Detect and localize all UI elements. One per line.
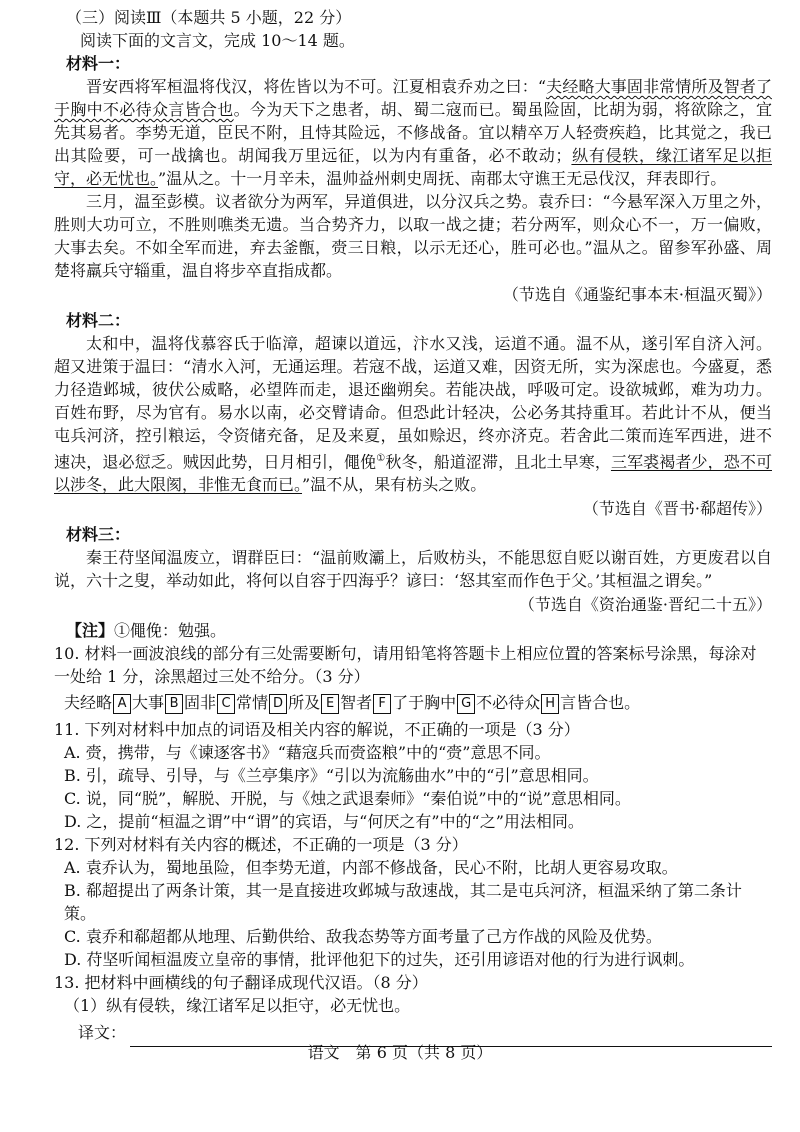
m2-underlined-sentence: 三军裘褐者少，恐不可以涉冬，此大限阂，非惟无食而已。	[54, 452, 772, 495]
material-1-source: （节选自《通鉴纪事本末·桓温灭蜀》）	[502, 285, 772, 304]
question-12-option-a[interactable]: A. 袁乔认为，蜀地虽险，但李势无道，内部不修战备，民心不附，比胡人更容易攻取。	[64, 858, 678, 878]
break-box-d[interactable]: D	[269, 694, 287, 714]
m2-text-a: 太和中，温将伐慕容氏于临漳，超谏以道远，汴水又浅，运道不通。温不从，遂引军自济入河。超又进策于温曰：“清水入河，无通运理。若寇不战，运道又难，因资无所，实为深虑也。今盛夏，悉力径造邺城，彼伏公威略，必望阵而走，退还幽朔矣。若能决战，呼吸可定。设欲城邺，难为功力。百姓布野，尽为官有。易水以南，必交臂请命。但恐此计轻决，公必务其持重耳。若此计不从，便当屯兵河济，控引粮运，令资储充备，足及来夏，虽如赊迟，终亦济克。若舍此二策而连军西进，进不速决，退必愆乏。贼因此势，日月相引，僶俛	[54, 334, 772, 472]
q10-seg: 所及	[288, 693, 321, 713]
material-2-source: （节选自《晋书·郗超传》）	[582, 499, 772, 519]
q10-seg: 常情	[236, 693, 269, 713]
material-1-para-2: 三月，温至彭模。议者欲分为两军，异道俱进，以分汉兵之势。袁乔曰：“今悬军深入万里之外，胜则大功可立，不胜则噍类无遗。当合势齐力，以取一战之捷；若分两军，则众心不一，万一偏败，大事去矣。不如全军而进，弃去釜甑，赍三日粮，以示无还心，胜可必也。”温从之。留参军孙盛、周楚将羸兵守辎重，温自将步卒直指成都。	[54, 192, 772, 280]
break-box-a[interactable]: A	[113, 694, 131, 714]
question-12-option-d[interactable]: D. 苻坚听闻桓温废立皇帝的事情，批评他犯下的过失，还引用谚语对他的行为进行讽刺。	[64, 950, 695, 970]
question-11-option-d[interactable]: D. 之，提前“桓温之谓”中“谓”的宾语，与“何厌之有”中的“之”用法相同。	[64, 812, 584, 832]
m1-underlined-sentence: 纵有侵轶，缘江诸军足以拒守，必无忧也。	[54, 146, 772, 188]
material-3-para: 秦王苻坚闻温废立，谓群臣曰：“温前败灞上，后败枋头，不能思愆自贬以谢百姓，方更废君以自说，六十之叟，举动如此，将何以自容于四海乎？谚曰：‘怒其室而作色于父。’其桓温之谓矣。”	[54, 548, 772, 591]
page-footer: 语文 第 6 页（共 8 页）	[307, 1043, 493, 1062]
annotation-note	[54, 619, 772, 642]
exam-page	[54, 6, 772, 1047]
q10-seg: 言皆合也。	[560, 693, 641, 713]
material-2-label: 材料二：	[66, 311, 131, 330]
note-marker: ①	[376, 453, 386, 464]
section-title: （三）阅读Ⅲ（本题共 5 小题，22 分）	[66, 8, 352, 27]
question-10-break-row	[64, 690, 772, 716]
question-12-stem: 12. 下列对材料有关内容的概述，不正确的一项是（3 分）	[54, 835, 468, 855]
question-13-stem: 13. 把材料中画横线的句子翻译成现代汉语。（8 分）	[54, 973, 428, 993]
q10-seg: 了于胸中	[392, 693, 457, 713]
question-10-stem: 10. 材料一画波浪线的部分有三处需要断句，请用铅笔将答题卡上相应位置的答案标号涂黑，每涂对一处给 1 分，涂黑超过三处不给分。（3 分）	[54, 644, 757, 687]
material-3-source: （节选自《资治通鉴·晋纪二十五》）	[518, 595, 772, 615]
material-2-para	[54, 332, 772, 496]
m2-text-b: 秋冬，船道涩滞，且北土早寒，	[385, 452, 611, 472]
q10-seg: 大事	[132, 693, 165, 713]
question-11-option-a[interactable]: A. 赍，携带，与《谏逐客书》“藉寇兵而赍盗粮”中的“赍”意思不同。	[64, 743, 551, 763]
material-1-para-1	[54, 75, 772, 190]
question-11-option-b[interactable]: B. 引，疏导、引导，与《兰亭集序》“引以为流觞曲水”中的“引”意思相同。	[64, 766, 599, 786]
q10-seg: 固非	[184, 693, 217, 713]
break-box-g[interactable]: G	[457, 694, 475, 714]
question-12-option-c[interactable]: C. 袁乔和郗超都从地理、后勤供给、敌我态势等方面考量了己方作战的风险及优势。	[64, 927, 662, 947]
material-3-label: 材料三：	[66, 525, 131, 545]
break-box-e[interactable]: E	[321, 694, 339, 714]
question-11-option-c[interactable]: C. 说，同“脱”，解脱、开脱，与《烛之武退秦师》“秦伯说”中的“说”意思相同。	[64, 789, 631, 809]
break-box-b[interactable]: B	[165, 694, 183, 714]
m2-text-c: ”温不从，果有枋头之败。	[302, 475, 487, 495]
break-box-h[interactable]: H	[541, 694, 559, 714]
question-12-option-b[interactable]: B. 郗超提出了两条计策，其一是直接进攻邺城与敌速战，其二是屯兵河济，桓温采纳了第二条计策。	[64, 881, 742, 924]
break-box-c[interactable]: C	[217, 694, 235, 714]
note-text: ①僶俛：勉强。	[114, 621, 227, 641]
note-label: 【注】	[66, 621, 115, 641]
q10-seg: 不必待众	[476, 693, 541, 713]
q10-seg: 智者	[340, 693, 373, 713]
material-1-label: 材料一：	[66, 54, 131, 73]
section-instruction: 阅读下面的文言文，完成 10～14 题。	[80, 31, 355, 50]
m1-text-c: ”温从之。十一月辛未，温帅益州刺史周抚、南郡太守谯王无忌伐汉，拜表即行。	[158, 169, 727, 188]
break-box-f[interactable]: F	[373, 694, 391, 714]
q10-seg: 夫经略	[64, 693, 113, 713]
translation-label: 译文：	[78, 1023, 127, 1043]
m1-text-a: 晋安西将军桓温将伐汉，将佐皆以为不可。江夏相袁乔劝之曰：“	[86, 77, 547, 96]
m1-text-b: 。今为天下之患者，胡、蜀二寇而已。蜀虽险固，比胡为弱，将欲除之，宜先其易者。李势无道，臣民不附，且恃其险远，不修战备。宜以精卒万人轻赍疾趋，比其觉之，我已出其险要，可一战擒也。胡闻我万里远征，以为内有重备，必不敢动；	[54, 100, 772, 165]
m1-wavy-sentence: 夫经略大事固非常情所及智者了于胸中不必待众言皆合也	[54, 77, 772, 119]
question-13-item-1: （1）纵有侵轶，缘江诸军足以拒守，必无忧也。	[64, 996, 411, 1016]
question-11-stem: 11. 下列对材料中加点的词语及相关内容的解说，不正确的一项是（3 分）	[54, 720, 580, 740]
